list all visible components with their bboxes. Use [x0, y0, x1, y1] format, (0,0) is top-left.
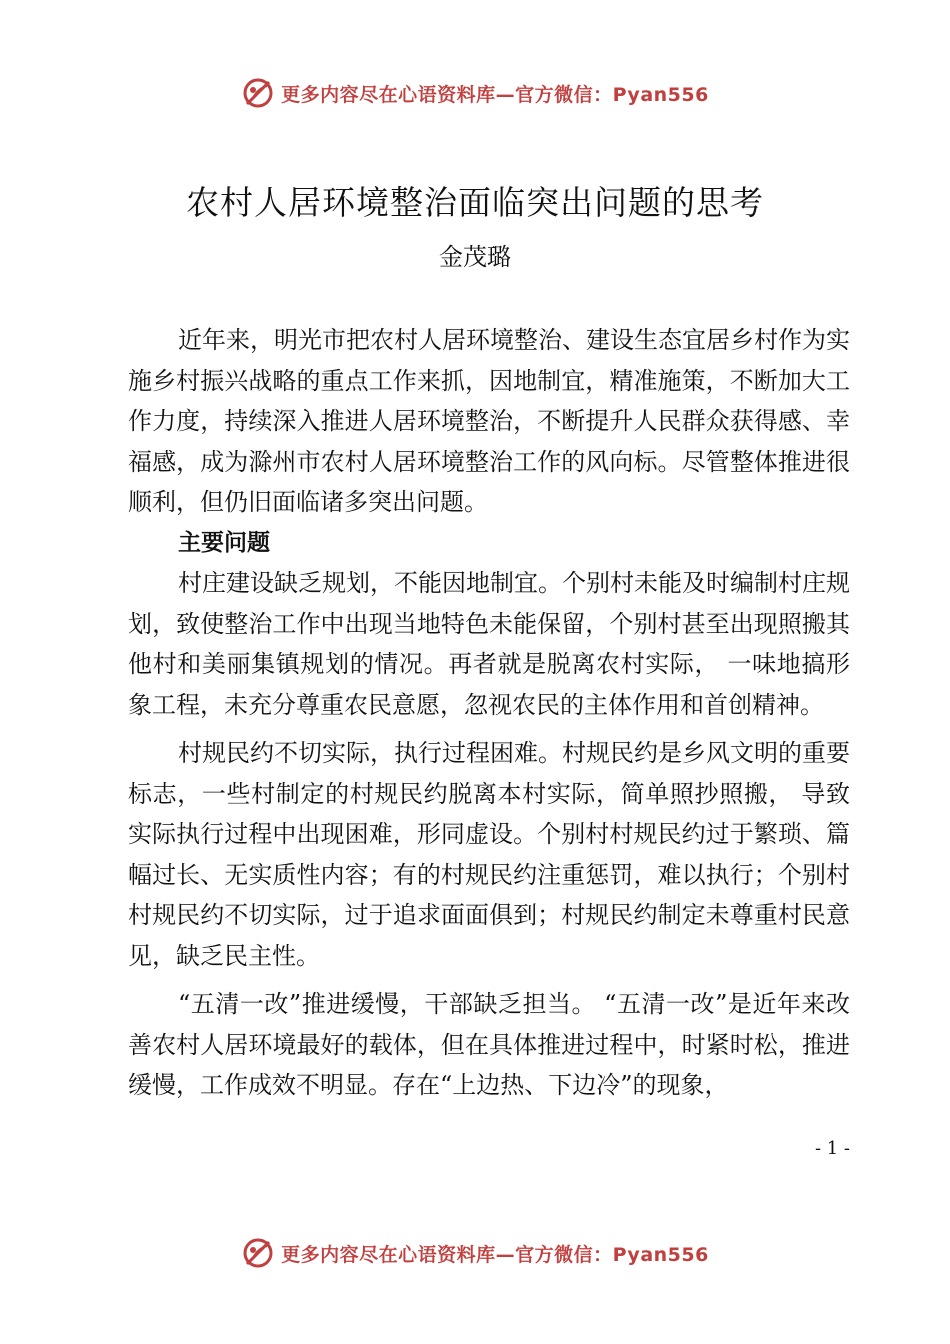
paragraph-intro: 近年来，明光市把农村人居环境整治、建设生态宜居乡村作为实施乡村振兴战略的重点工作来抓，因地制宜，精准施策，不断加大工作力度，持续深入推进人居环境整治，不断提升人民群众获得感、幸福感，成为滁州市农村人居环境整治工作的风向标。尽管整体推进很顺利，但仍旧面临诸多突出问题。: [128, 326, 850, 516]
document-body: [128, 320, 850, 1106]
page-number: - 1 -: [814, 1138, 850, 1159]
watermark-header: [0, 73, 950, 113]
watermark-footer: [0, 1233, 950, 1273]
logo-icon: [241, 1236, 275, 1270]
paragraph-village-rules: 村规民约不切实际，执行过程困难。村规民约是乡风文明的重要标志，一些村制定的村规民约脱离本村实际，简单照抄照搬， 导致实际执行过程中出现困难，形同虚设。个别村村规民约过于繁琐、篇幅过长、无实质性内容；有的村规民约注重惩罚，难以执行；个别村村规民约不切实际，过于追求面面俱到；村规民约制定未尊重村民意见，缺乏民主性。: [128, 739, 850, 970]
watermark-text: 更多内容尽在心语资料库—官方微信：Pyan556: [281, 1243, 709, 1266]
section-heading: 主要问题: [178, 529, 270, 556]
document-title: 农村人居环境整治面临突出问题的思考: [186, 183, 764, 222]
paragraph-five-clean: “五清一改”推进缓慢，干部缺乏担当。 “五清一改”是近年来改善农村人居环境最好的载体，但在具体推进过程中，时紧时松，推进缓慢，工作成效不明显。存在“上边热、下边冷”的现象，: [128, 990, 850, 1099]
document-author: 金茂璐: [439, 243, 511, 271]
watermark-text: 更多内容尽在心语资料库—官方微信：Pyan556: [281, 83, 709, 106]
logo-icon: [241, 76, 275, 110]
paragraph-planning: 村庄建设缺乏规划，不能因地制宜。个别村未能及时编制村庄规划，致使整治工作中出现当地特色未能保留，个别村甚至出现照搬其他村和美丽集镇规划的情况。再者就是脱离农村实际， 一味地搞形象工程，未充分尊重农民意愿，忽视农民的主体作用和首创精神。: [128, 569, 850, 719]
